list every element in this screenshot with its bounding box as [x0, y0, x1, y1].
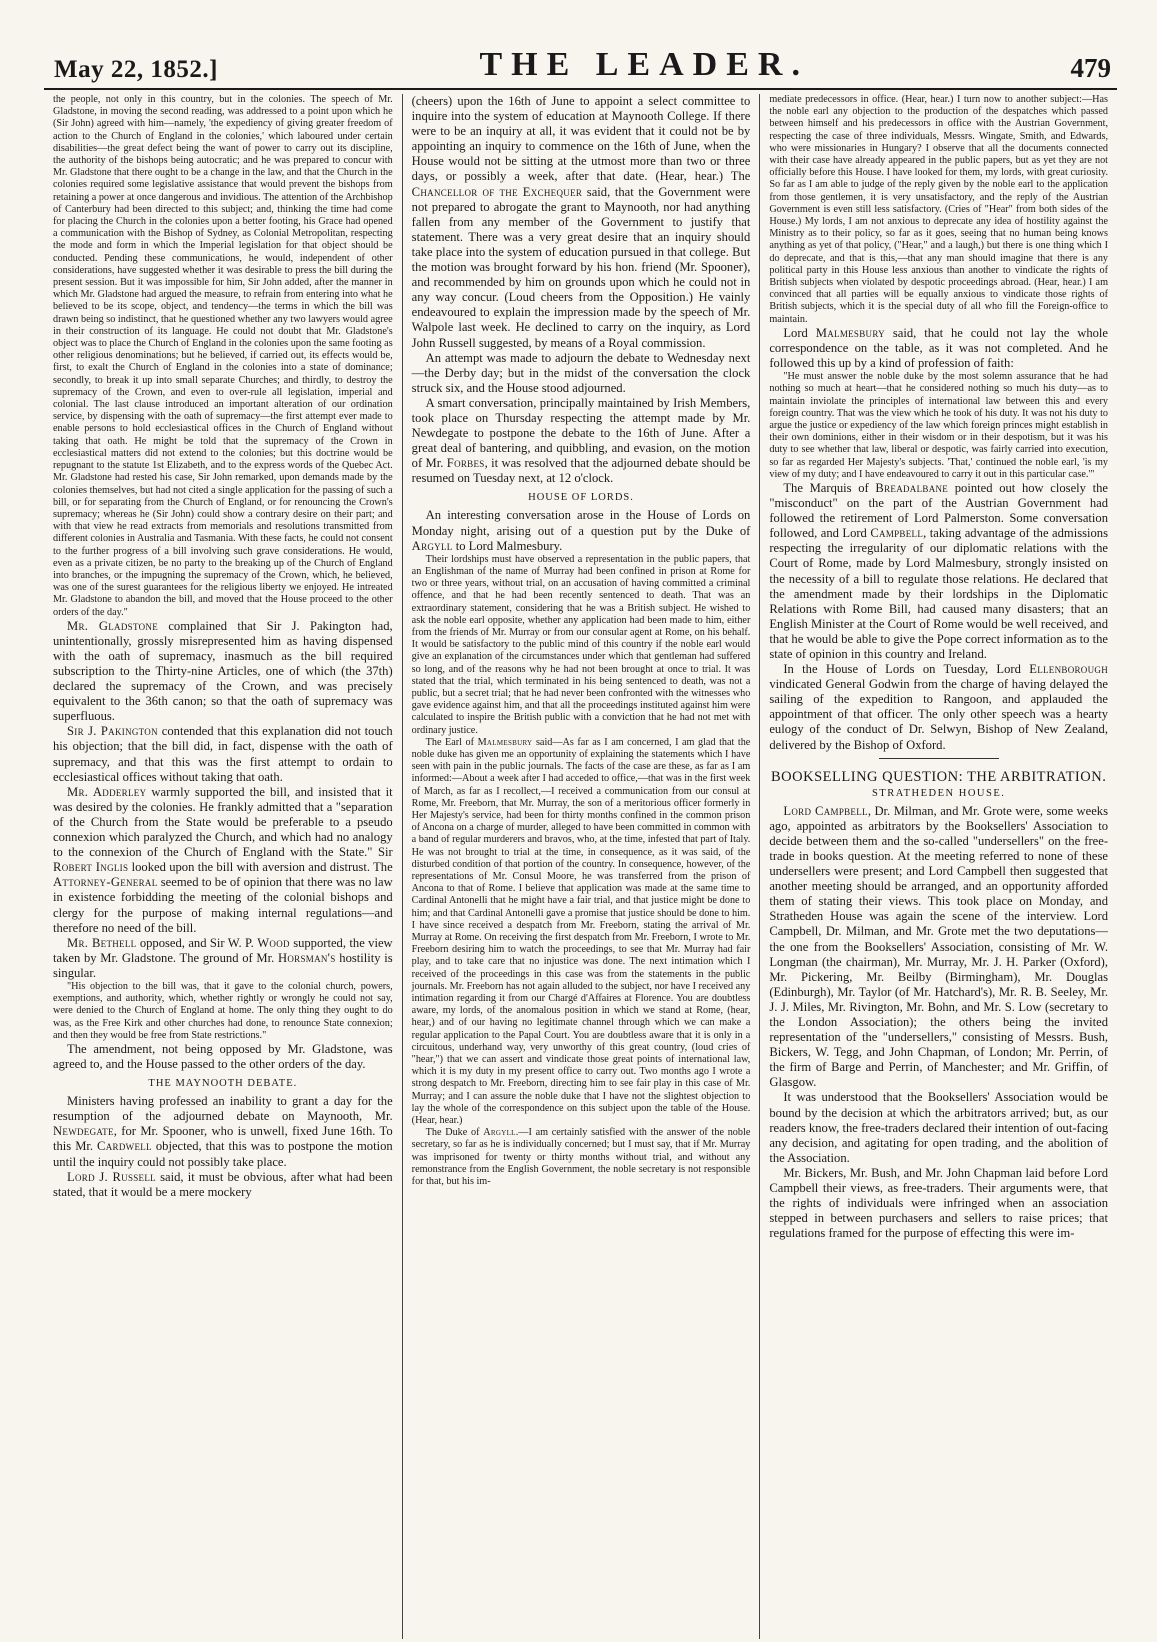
paragraph: It was understood that the Booksellers' Association would be bound by the decision at which the arbitrators arrived; but, as our readers know, the free-traders declared their intention of out-facing any decision, and agitating for open trading, and the abolition of the Association. — [769, 1090, 1109, 1165]
paragraph — [412, 508, 751, 553]
paragraph-text: Lord — [783, 325, 816, 340]
paragraph-text: pointed out how closely the "misconduct" on the part of the Austrian Government had followed the retirement of Lord Palmerston. Some conversation followed, and Lord — [769, 480, 1109, 541]
paragraph — [53, 936, 393, 981]
speaker-name: Robert Inglis — [53, 860, 129, 875]
column-3 — [759, 94, 1117, 1639]
divider-rule — [879, 758, 999, 759]
page-number: 479 — [1070, 53, 1111, 83]
speaker-name: Ellenborough — [1029, 662, 1109, 677]
paragraph-text: supported, the view taken by Mr. Gladstone. The ground of Mr. — [53, 935, 393, 965]
speaker-name: Malmesbury — [477, 736, 533, 748]
paragraph-text: vindicated General Godwin from the charge of having delayed the sailing of the expedition to Rangoon, and applauded the appointment of that officer. The only other speech was a hearty eulogy of the conduct of Dr. Selwyn, Bishop of New Zealand, delivered by the Bishop of Oxford. — [769, 677, 1109, 752]
quotation: Their lordships must have observed a representation in the public papers, that an Englishman of the name of Murray had been confined in prison at Rome for two or three years, without trial, on an accusation of having committed a criminal offence, and that he had been recently sentenced to death. That was an extraordinary statement, considering that he was a British subject. He wished to ask the noble earl opposite, whether any application had been made to him, either from the friends of Mr. Murray or from our consular agent at Rome, on his behalf. It would be satisfactory to the public mind of this country if the noble earl would give an explanation of the circumstances under which that gentleman had suffered so long, and of the reasons why he had not been brought at once to trial. It was stated that the trial, which terminated in his being sentenced to death, was not a public, but a secret trial; that he had never been confronted with the witnesses who gave evidence against him, and that all the proceedings instituted against him were calculated to inspire the British public with a conviction that he had not met with ordinary justice. — [411, 553, 751, 736]
paragraph-text: , for Mr. Spooner, who is unwell, fixed June 16th. To this Mr. — [53, 1124, 393, 1154]
paragraph-text: warmly supported the bill, and insisted that it was desired by the colonies. He frankly admitted that a "separation of the Church from the State would be preferable to a pseudo connexion which paralyzed the Church, and which had no analogy to the connexion of the Church of England with the State." Sir — [53, 784, 393, 860]
paragraph-text: looked upon the bill with aversion and distrust. The — [128, 860, 393, 875]
speaker-name: Argyll — [483, 1127, 516, 1139]
speaker-name: Argyll — [411, 538, 453, 553]
paragraph — [53, 785, 393, 936]
speaker-name: Horsman's — [277, 950, 336, 965]
speaker-name: Chancellor of the Exchequer — [411, 184, 583, 199]
paragraph-text: opposed, and Sir W. P. — [136, 935, 258, 950]
paragraph-text: , taking advantage of the admissions respecting the irregularity of our diplomatic relations with the Court of Rome, made by Lord Malmesbury, strongly insisted on the necessity of a bill to regulate those relations. He declared that the amendment made by their lordships in the Diplomatic Relations with Rome Bill, had caused many disasters; that an English Minister at the Court of Rome would be well received, and that he would be able to give the Pope correct information as to the state of opinion in this country and Ireland. — [769, 526, 1109, 661]
paragraph — [412, 396, 751, 487]
speaker-name: Cardwell — [97, 1139, 152, 1154]
paragraph — [769, 804, 1108, 1091]
speaker-name: Wood — [257, 935, 290, 950]
paragraph — [769, 481, 1108, 662]
paragraph-text: said, that he could not lay the whole correspondence on the table, as it was not completed. And he followed this up by a kind of profession of faith: — [769, 325, 1109, 371]
paragraph-text: The Duke of — [425, 1127, 484, 1139]
paragraph: An attempt was made to adjourn the debate to Wednesday next—the Derby day; but in the midst of the conversation the clock struck six, and the House stood adjourned. — [411, 350, 751, 395]
paragraph-text: said, that the Government were not prepared to abrogate the grant to Maynooth, nor had anything fallen from any member of the Government to justify that statement. There was a very great desire that an inquiry should take place into the system of education pursued in that college. But the motion was brought forward by his hon. friend (Mr. Spooner), and recommended by him on grounds upon which he could not in any way concur. (Loud cheers from the Opposition.) He vainly endeavoured to explain the impression made by the speech of Mr. Walpole last week. He declined to carry on the inquiry, as Lord John Russell suggested, by means of a Royal commission. — [411, 184, 751, 350]
paragraph-text: , it was resolved that the adjourned debate should be resumed on Tuesday next, at 12 o'clock. — [411, 456, 751, 486]
paragraph — [769, 662, 1108, 753]
paragraph-text: In the House of Lords on Tuesday, Lord — [783, 662, 1030, 677]
quotation: "His objection to the bill was, that it gave to the colonial church, powers, exemptions, and authority, which, whether rightly or wrongly he could not say, were denied to the Church of England at home. The only thing they ought to do was, as the Free Kirk and other churches had done, to renounce State connexion; and then they would be free from State restrictions." — [53, 980, 393, 1041]
paragraph-text: The Earl of — [425, 736, 478, 748]
paragraph — [412, 1127, 751, 1188]
quotation: "He must answer the noble duke by the most solemn assurance that he had nothing so much at heart—that he considered nothing so much his duty—as to maintain inviolate the principles of international law between this and every foreign country. That was the view which he took of his duty. It was not his duty to argue the justice or expediency of the law which foreign princes might establish in their own dominions, either in their wisdom or in their despotism, but it was his duty to see whether that law, liberal or despotic, was fairly carried into execution, so far as regarded Her Majesty's subjects. 'That,' continued the noble earl, 'is my view of my duty; and I have endeavoured to carry it out in this particular case.'" — [769, 371, 1109, 480]
speaker-name: Malmesbury — [815, 325, 885, 340]
issue-date: May 22, 1852.] — [54, 56, 218, 83]
column-1 — [44, 94, 402, 1639]
paragraph-text: An interesting conversation arose in the House of Lords on Monday night, arising out of a question put by the Duke of — [411, 508, 751, 538]
paragraph: Mr. Bickers, Mr. Bush, and Mr. John Chapman laid before Lord Campbell their views, as free-traders. Their arguments were, that the rights of individuals were infringed when an association stepped in between purchasers and sellers to raise prices; that regulations framed for the purpose of effecting this were im- — [769, 1165, 1109, 1241]
speaker-name: Lord Campbell — [783, 803, 868, 818]
column-2 — [402, 94, 760, 1639]
paragraph — [412, 94, 751, 351]
paragraph-text: said, it must be obvious, after what had been stated, that it would be a mere mockery — [53, 1169, 393, 1199]
section-heading: HOUSE OF LORDS. — [528, 492, 634, 504]
paragraph-text: to Lord Malmesbury. — [452, 538, 563, 553]
columns — [44, 94, 1117, 1639]
article-title: BOOKSELLING QUESTION: THE ARBITRATION. — [771, 768, 1107, 785]
masthead — [44, 38, 1117, 90]
paragraph-text: said—As far as I am concerned, I am glad that the noble duke has given me an opportunity of explaining the statements which I have seen with pain in the public journals. The facts of the case are these, as far as I am informed:—About a week after I had acceded to office,—that was in the first week of March, as far as I recollect,—I received a communication from our consul at Rome, Mr. Freeborn, that Mr. Murray, the son of a meritorious officer formerly in Her Majesty's service, had been for thirty months confined in the common prison of Ancona on a charge of murder, alleged to have been committed in common with a band of regular murderers and bravos, who, at the time, infested that part of Italy. He was not brought to trial at the time, in consequence, as it was said, of the disturbed condition of that portion of the country. In consequence, however, of the representations of Mr. Consul Moore, he was transferred from the prison of Ancona to that of Rome. I believe that application was made at the same time to Cardinal Antonelli that he might have a fair trial, and that justice might be done to him; and that Cardinal Antonelli gave a promise that justice should be done to him. I have since received a despatch from Mr. Freeborn, stating the arrival of Mr. Murray at Rome. On receiving the first despatch from Mr. Freeborn, I wrote to Mr. Freeborn desiring him to watch the proceedings, to see that Mr. Murray had fair play, and to take care that no injustice was done. The next intimation which I received of the proceedings in this case was from the statements in the public journals. Mr. Freeborn has not again alluded to the subject, nor have I received any intimation regarding it from our Chargé d'Affaires at Florence. You are doubtless aware, my lords, of the anomalous position in which we stand at Rome, (hear, hear,) and of our having no legitimate channel through which we can make a regular application to the Papal Court. You are doubtless aware that it is only in a circuitous, underhand way, very unworthy of this great country, (loud cries of "hear,") that we can assert and vindicate those great points of international law, which it is my duty in my present office to carry out. Two months ago I wrote a strong despatch to Mr. Freeborn, directing him to see fair play in this case of Mr. Murray; and I can assure the noble duke that I have not the slightest objection to lay the whole of the correspondence on this subject upon the table of the House. (Hear, hear.) — [411, 736, 751, 1127]
paragraph — [53, 724, 393, 784]
speaker-name: Campbell — [870, 526, 924, 541]
paragraph — [769, 326, 1108, 371]
paragraph-text: objected, that this was to postpone the motion until the inquiry could not possibly take place. — [53, 1139, 393, 1169]
speaker-name: Lord J. Russell — [67, 1169, 156, 1184]
speaker-name: Breadalbane — [875, 480, 949, 495]
paragraph — [53, 619, 393, 725]
paragraph-text: The Marquis of — [783, 480, 876, 495]
newspaper-title: THE LEADER. — [479, 46, 809, 83]
paragraph-text: seemed to be of opinion that there was no law in existence forbidding the meeting of the colonial bishops and clergy for the purpose of making internal regulations—and therefore no need of the bill. — [53, 875, 393, 935]
paragraph-text: complained that Sir J. Pakington had, unintentionally, grossly misrepresented him as having dispensed with the oath of supremacy, inasmuch as the bill required subscription to the Thirty-nine Articles, one of which (the 37th) declared the supremacy of the Crown, and was precisely equivalent to the 36th canon; so that the oath of supremacy was superfluous. — [53, 618, 393, 724]
speaker-name: Mr. Gladstone — [67, 618, 158, 633]
paragraph — [53, 1094, 393, 1169]
paragraph: The amendment, not being opposed by Mr. Gladstone, was agreed to, and the House passed to the other orders of the day. — [53, 1042, 393, 1072]
paragraph-text: , Dr. Milman, and Mr. Grote were, some weeks ago, appointed as arbitrators by the Booksellers' Association to decide between them and the so-called "undersellers" on the free-trade in books question. At the meeting referred to none of these undersellers were present; and Lord Campbell then suggested that another meeting should be arranged, and an opportunity afforded them of stating their views. This took place on Monday, and Stratheden House was again the scene of the interview. Lord Campbell, Dr. Milman, and Mr. Grote met the two deputations—the one from the Booksellers' Association, consisting of Mr. W. Longman (the chairman), Mr. Murray, Mr. J. H. Parker (Oxford), Mr. Pickering, Mr. Beilby (Birmingham), Mr. Douglas (Edinburgh), Mr. Taylor (of Mr. Hatchard's), Mr. R. B. Seeley, Mr. J. J. Miles, Mr. Rivington, Mr. Bohn, and Mr. S. Low (secretary to the London Association); the others being the invited representation of the "undersellers," consisting of Messrs. Bush, Bickers, W. Tegg, and John Chapman, of London; Mr. Perrin, of the firm of Barge and Perrin, of Manchester; and Mr. Griffin, of Glasgow. — [769, 803, 1109, 1090]
paragraph: mediate predecessors in office. (Hear, hear.) I turn now to another subject:—Has the noble earl any objection to the production of the despatches which passed between himself and his predecessors in office with the Austrian Government, respecting the case of three individuals, Messrs. Wingate, Smith, and Edwards, who were missionaries in Hungary? I observe that all the documents connected with their case have already appeared in the public papers, but as yet they are not officially before this House. I have looked for them, my lords, with great curiosity. So far as I am able to judge of the reply given by the noble earl to the application from those gentlemen, it is very unsatisfactory, and the reply of the Austrian Government is even still less satisfactory. (Cries of "Hear" from both sides of the House.) My lords, I am not anxious to deprecate any idea of hostility against the Ministry as to their policy, so far as it goes, seeing that no human being knows anything as yet of that policy, ("Hear," and a laugh,) but there is one thing which I do deprecate, and that is this,—that any man should imagine that there is any political party in this House less anxious than another to vindicate the rights of British subjects when violated by despotic proceedings abroad. (Hear, hear.) I am convinced that all parties will be equally anxious to vindicate those rights of British subjects, which it is the special duty of all who fill the Foreign-office to maintain. — [769, 94, 1109, 325]
paragraph-text: Ministers having professed an inability to grant a day for the resumption of the adjourned debate on Maynooth, Mr. — [53, 1094, 393, 1124]
paragraph-text: (cheers) upon the 16th of June to appoint a select committee to inquire into the system of education at Maynooth College. If there were to be an inquiry at all, it was evident that it could not be by appointing an inquiry to commence on the 16th of June, when the House would not be sitting at the utmost more than two or three days, or possibly a week, after that date. (Hear, hear.) The — [411, 94, 751, 184]
paragraph-text: hostility is singular. — [53, 950, 393, 980]
article-subtitle: STRATHEDEN HOUSE. — [871, 787, 1006, 799]
section-heading: THE MAYNOOTH DEBATE. — [148, 1078, 298, 1090]
paragraph: the people, not only in this country, but in the colonies. The speech of Mr. Gladstone, in moving the second reading, was addressed to a point upon which he (Sir John) agreed with him—namely, 'the expediency of giving greater freedom of action to the Church of England in the colonies,' which laboured under certain disabilities—the great defect being the want of power to carry out its discipline, the authority of the bishops being autocratic; and he was prepared to concur with Mr. Gladstone that there ought to be a change in the law, and that the Church in the colonies required some legislative assistance that would prevent the bishops from retaining a power at once dangerous and invidious. The attention of the Archbishop of Canterbury had been directed to this subject; and, thinking the time had come for placing the Church in the colonies upon a better footing, his Grace had opened a communication with the Bishop of Sydney, as Colonial Metropolitan, respecting the mode and form in which the Imperial legislation for that object should be conducted. Pending these communications, he would, independent of other considerations, have suggested whether it was desirable to press the bill during the present session. But it was impossible for him, Sir John added, after the manner in which Mr. Gladstone had argued the measure, to refrain from entering into what he believed to be its scope, object, and tendency—the terms in which the bill was drawn being so indistinct, that he questioned whether any two lawyers would agree in their construction of its language. He could not doubt that Mr. Gladstone's object was to place the Church of England in the colonies upon the same footing as other religious denominations; but he believed, if carried out, its effects would be, first, to exalt the Church of England in the colonies into a state of dominance; secondly, to break it up into small separate Churches; and thirdly, to destroy the supremacy of the Crown, and even to over-rule all legislation, imperial and colonial. The last clause introduced an important alteration of our ordination service, by dispensing with the oath of supremacy—the first attempt ever made to enable persons to hold ecclesiastical offices in the Church of England without taking that oath. He might be told that the supremacy of the Crown in ecclesiastical matters did not extend to the colonies; but this doctrine would be repugnant to the statute 1st Elizabeth, and to the express words of the Quebec Act. Mr. Gladstone had rested his case, Sir John remarked, upon demands made by the colonies themselves, but had not cited a single application for the passing of such a bill, or for separating from the Church of England, or for renouncing the Crown's supremacy; whereas he (Sir John) could show a contrary desire on their part; and with that view he read extracts from memorials and resolutions transmitted from different colonies in Australia and Tasmania. With these facts, he could not consent to the further progress of a bill involving such grave considerations. He would, even as a private citizen, be no party to the breaking up of the Church of England into branches, or the impugning the supremacy of the Crown, which, he believed, was one of the surest guarantees for the religious liberty we enjoyed. He intreated Mr. Gladstone to abandon the bill, and moved that the House proceed to the other orders of the day." — [53, 94, 393, 618]
paragraph-text: contended that this explanation did not touch his objection; that the bill did, in fact, dispense with the oath of supremacy, and that this was the first attempt to ordain to ecclesiastical offices without taking that oath. — [53, 724, 393, 784]
speaker-name: Attorney-General — [53, 875, 158, 890]
speaker-name: Newdegate — [53, 1124, 114, 1139]
speaker-name: Forbes — [446, 456, 485, 471]
paragraph — [412, 737, 751, 1128]
paragraph-text: .—I am certainly satisfied with the answer of the noble secretary, so far as he is individually concerned; but I must say, that if Mr. Murray was imprisoned for twenty or thirty months without trial, and without any remonstrance from the English Government, the noble secretary is not responsible for that, but his im- — [411, 1127, 751, 1188]
paragraph-text: A smart conversation, principally maintained by Irish Members, took place on Thursday respecting the attempt made by Mr. Newdegate to postpone the debate to the 16th of June. After a great deal of bantering, and quibbling, and evasion, on the motion of Mr. — [411, 395, 751, 471]
speaker-name: Mr. Bethell — [67, 935, 137, 950]
speaker-name: Sir J. Pakington — [67, 724, 158, 739]
speaker-name: Mr. Adderley — [67, 784, 147, 799]
paragraph — [53, 1170, 393, 1200]
